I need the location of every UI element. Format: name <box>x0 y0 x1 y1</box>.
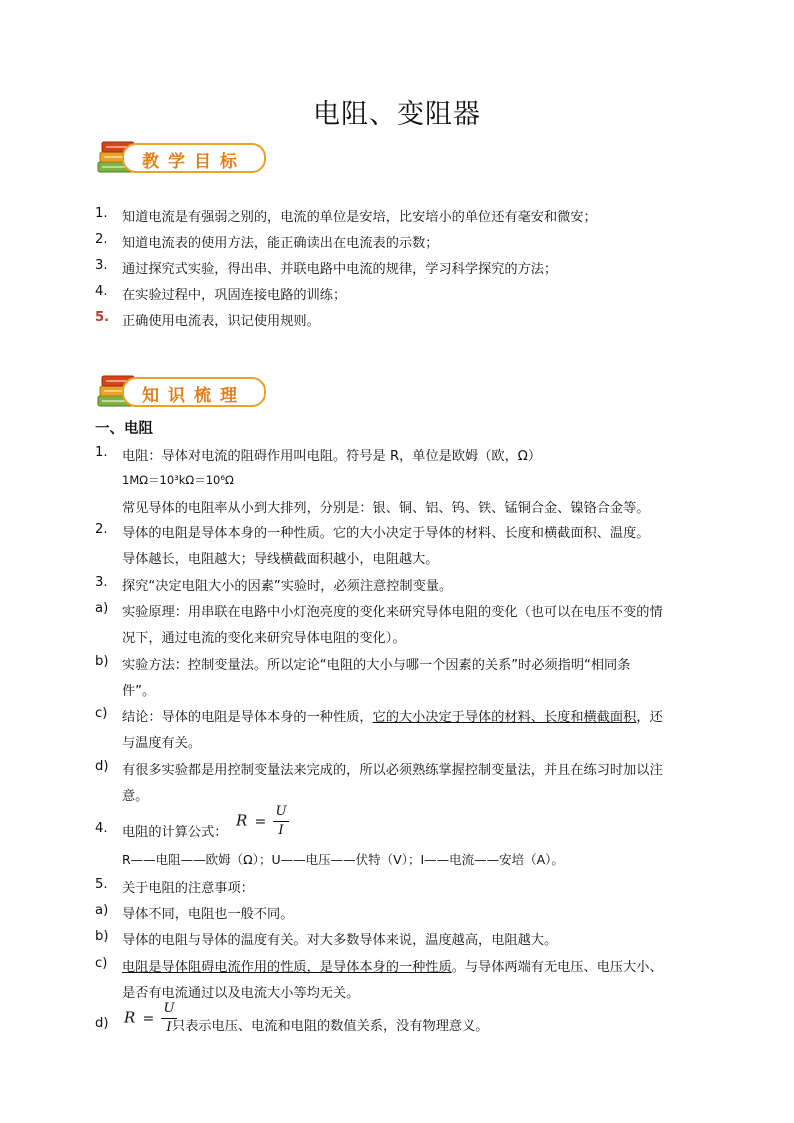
goal-text: 通过探究式实验，得出串、并联电路中电流的规律，学习科学探究的方法； <box>122 262 558 277</box>
item-text: 况下，通过电流的变化来研究导体电阻的变化）。 <box>122 631 406 646</box>
item-text: 件”。 <box>122 684 156 699</box>
section-heading: 一、电阻 <box>95 421 153 437</box>
item-text: 电阻的计算公式： <box>122 825 228 840</box>
item-text: 导体的电阻与导体的温度有关。对大多数导体来说，温度越高，电阻越大。 <box>122 933 558 948</box>
item-text: 电阻：导体对电流的阻碍作用叫电阻。符号是 R，单位是欧姆（欧，Ω） <box>122 449 542 464</box>
item-letter: d) <box>95 759 109 774</box>
item-text: 是否有电流通过以及电流大小等均无关。 <box>122 986 360 1001</box>
item-letter: d) <box>95 1016 109 1031</box>
item-text: 导体的电阻是导体本身的一种性质。它的大小决定于导体的材料、长度和横截面积、温度。 <box>122 526 650 541</box>
formula-denominator: I <box>278 823 284 838</box>
resistance-formula <box>236 803 289 840</box>
formula-r: R <box>124 1008 136 1027</box>
formula-denominator: I <box>166 1020 172 1035</box>
item-letter: a) <box>95 601 109 616</box>
item-text: 导体越长，电阻越大；导线横截面积越小，电阻越大。 <box>122 552 439 567</box>
goal-text: 知道电流是有强弱之别的，电流的单位是安培，比安培小的单位还有毫安和微安； <box>122 210 597 225</box>
text-segment: 。与导体两端有无电压、电压大小、 <box>451 960 663 975</box>
item-letter: c) <box>95 706 108 721</box>
section-badge-teaching-goals <box>94 136 266 180</box>
formula-equals: = <box>142 1010 155 1027</box>
item-number: 3. <box>95 575 108 590</box>
text-segment: 结论：导体的电阻是导体本身的一种性质， <box>122 710 373 725</box>
item-letter: b) <box>95 929 109 944</box>
item-text: 导体不同，电阻也一般不同。 <box>122 907 294 922</box>
goal-number: 5. <box>95 310 110 325</box>
item-letter: c) <box>95 956 108 971</box>
goal-number: 1. <box>95 206 108 221</box>
item-number: 5. <box>95 877 108 892</box>
badge-label: 知识梳理 <box>142 386 246 406</box>
item-text: 实验方法：控制变量法。所以定论“电阻的大小与哪一个因素的关系”时必须指明“相同条 <box>122 658 631 673</box>
underlined-text: 电阻是导体阻碍电流作用的性质，是导体本身的一种性质 <box>122 960 452 975</box>
badge-label: 教学目标 <box>142 152 246 172</box>
goal-text: 在实验过程中，巩固连接电路的训练； <box>122 288 347 303</box>
goal-number: 2. <box>95 232 108 247</box>
goal-number: 4. <box>95 284 108 299</box>
item-number: 2. <box>95 522 108 537</box>
formula-r: R <box>236 811 248 830</box>
item-text: 关于电阻的注意事项： <box>122 881 254 896</box>
unit-conversion: 1MΩ＝10³kΩ＝10⁶Ω <box>122 473 234 487</box>
item-text <box>122 956 663 975</box>
ratio-formula <box>124 1000 177 1037</box>
item-text: 常见导体的电阻率从小到大排列，分别是：银、铜、铝、钨、铁、锰铜合金、镍铬合金等。 <box>122 501 650 516</box>
item-text: 有很多实验都是用控制变量法来完成的，所以必须熟练掌握控制变量法，并且在练习时加以注 <box>122 763 663 778</box>
formula-equals: = <box>254 813 267 830</box>
item-letter: b) <box>95 654 109 669</box>
item-text: 只表示电压、电流和电阻的数值关系，没有物理意义。 <box>172 1019 489 1034</box>
underlined-text: 它的大小决定于导体的材料、长度和横截面积 <box>372 710 637 725</box>
item-letter: a) <box>95 903 109 918</box>
section-badge-knowledge-review <box>94 370 266 414</box>
goal-number: 3. <box>95 258 108 273</box>
formula-numerator: U <box>161 1000 176 1019</box>
item-text: 实验原理：用串联在电路中小灯泡亮度的变化来研究导体电阻的变化（也可以在电压不变的情 <box>122 605 663 620</box>
item-text <box>122 706 663 725</box>
item-text: 探究“决定电阻大小的因素”实验时，必须注意控制变量。 <box>122 579 453 594</box>
formula-numerator: U <box>273 803 288 822</box>
item-number: 4. <box>95 821 108 836</box>
item-number: 1. <box>95 445 108 460</box>
item-text: 意。 <box>122 789 149 804</box>
formula-legend: R——电阻——欧姆（Ω）；U——电压——伏特（V）；I——电流——安培（A）。 <box>122 852 564 867</box>
text-segment: ，还 <box>636 710 663 725</box>
page-title: 电阻、变阻器 <box>313 99 481 130</box>
item-text: 与温度有关。 <box>122 736 202 751</box>
goal-text: 知道电流表的使用方法，能正确读出在电流表的示数； <box>122 236 439 251</box>
goal-text: 正确使用电流表，识记使用规则。 <box>122 314 320 329</box>
